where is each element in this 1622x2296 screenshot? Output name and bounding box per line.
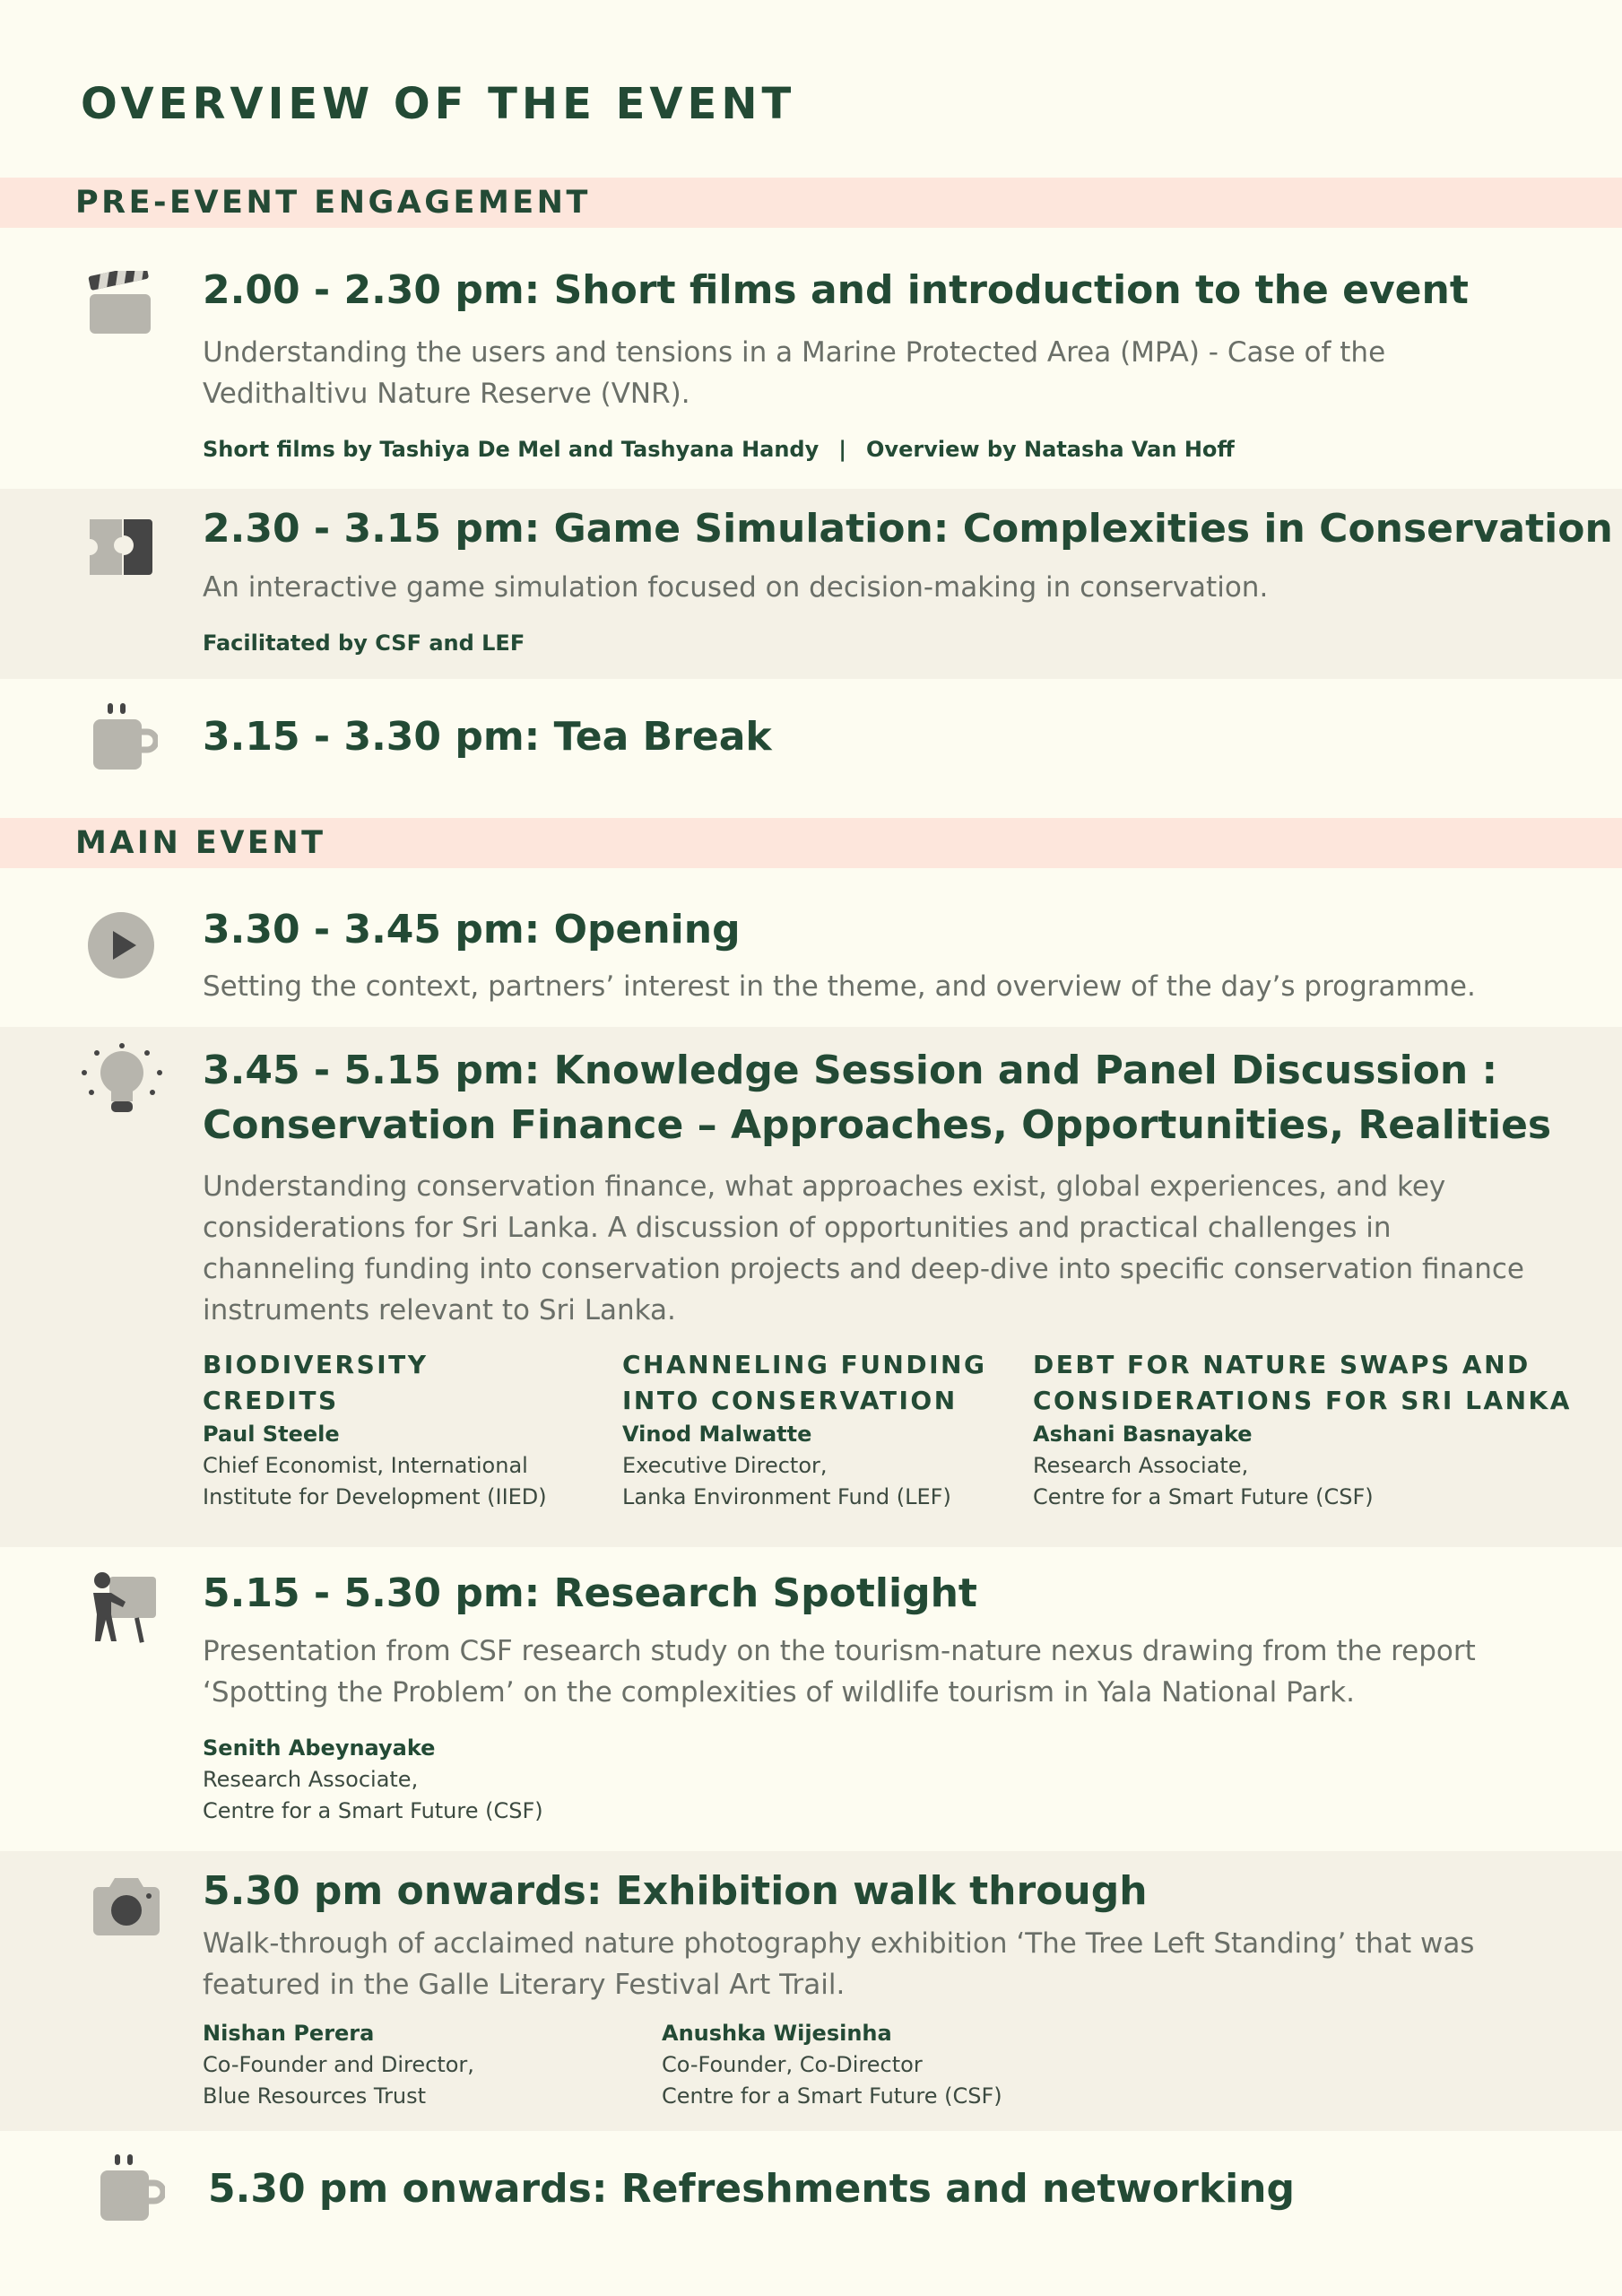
- section-band-pre-event: [0, 178, 1622, 228]
- presenter-role-line-1: Research Associate,: [203, 1767, 419, 1792]
- speaker-column: [1033, 1347, 1572, 1513]
- speaker-role-line-1: Executive Director,: [622, 1453, 828, 1478]
- item-title-line-2: Conservation Finance – Approaches, Opportunities, Realities: [203, 1102, 1552, 1148]
- item-description: Understanding the users and tensions in a Marine Protected Area (MPA) - Case of the Vedithaltivu Nature Reserve (VNR).: [203, 336, 1386, 410]
- item-title: 3.30 - 3.45 pm: Opening: [203, 907, 741, 952]
- camera-icon: [91, 1874, 161, 1937]
- speaker-name: Ashani Basnayake: [1033, 1422, 1253, 1447]
- section-label: MAIN EVENT: [75, 825, 326, 861]
- section-label: PRE-EVENT ENGAGEMENT: [75, 185, 591, 221]
- speaker-role-line-2: Centre for a Smart Future (CSF): [1033, 1484, 1374, 1509]
- speaker-role-line-2: Lanka Environment Fund (LEF): [622, 1484, 951, 1509]
- person-role-line-2: Blue Resources Trust: [203, 2083, 427, 2109]
- person-name: Anushka Wijesinha: [662, 2021, 892, 2046]
- speaker-column: [622, 1347, 986, 1513]
- item-title: 5.30 pm onwards: Exhibition walk through: [203, 1868, 1148, 1914]
- presenter-name: Senith Abeynayake: [203, 1735, 436, 1761]
- puzzle-icon: [86, 516, 156, 578]
- item-description: Understanding conservation finance, what approaches exist, global experiences, and key considerations for Sri Lanka. A discussion of opportunities and practical challenges in channeling funding into conservation projects and deep-dive into specific conservation finance instruments relevant to Sri Lanka.: [203, 1170, 1524, 1326]
- mug-icon: [97, 2154, 165, 2222]
- presenter-role-line-2: Centre for a Smart Future (CSF): [203, 1798, 543, 1823]
- item-title: 2.30 - 3.15 pm: Game Simulation: Complexities in Conservation: [203, 506, 1613, 552]
- speaker-topic-line-2: CONSIDERATIONS FOR SRI LANKA: [1033, 1386, 1572, 1415]
- credit-overview: Overview by Natasha Van Hoff: [866, 437, 1235, 462]
- item-title: 2.00 - 2.30 pm: Short films and introduction to the event: [203, 267, 1469, 313]
- item-title-line-1: 3.45 - 5.15 pm: Knowledge Session and Panel Discussion :: [203, 1048, 1498, 1093]
- mug-icon: [90, 703, 158, 771]
- person-block: [662, 2018, 1002, 2112]
- credit-films: Short films by Tashiya De Mel and Tashyana Handy: [203, 437, 820, 462]
- play-icon: [87, 911, 155, 979]
- speaker-role-line-2: Institute for Development (IIED): [203, 1484, 547, 1509]
- clapperboard-icon: [88, 271, 154, 335]
- lightbulb-icon: [79, 1042, 165, 1119]
- presenter-block: [203, 1733, 543, 1827]
- speaker-role-line-1: Research Associate,: [1033, 1453, 1249, 1478]
- speaker-topic-line-2: CREDITS: [203, 1386, 339, 1415]
- item-description: Presentation from CSF research study on the tourism-nature nexus drawing from the report ‘Spotting the Problem’ on the complexities of wildlife tourism in Yala National Park.: [203, 1635, 1476, 1709]
- item-title: 3.15 - 3.30 pm: Tea Break: [203, 714, 772, 760]
- speaker-topic-line-1: BIODIVERSITY: [203, 1350, 429, 1379]
- speaker-name: Vinod Malwatte: [622, 1422, 812, 1447]
- person-name: Nishan Perera: [203, 2021, 375, 2046]
- speaker-column: [203, 1347, 547, 1513]
- speaker-topic-line-2: INTO CONSERVATION: [622, 1386, 958, 1415]
- item-credits: [203, 437, 1235, 462]
- section-band-main-event: [0, 818, 1622, 868]
- person-role-line-1: Co-Founder and Director,: [203, 2052, 474, 2077]
- person-block: [203, 2018, 474, 2112]
- page-title: OVERVIEW OF THE EVENT: [81, 79, 796, 129]
- speaker-topic-line-1: DEBT FOR NATURE SWAPS AND: [1033, 1350, 1531, 1379]
- item-description: Walk-through of acclaimed nature photography exhibition ‘The Tree Left Standing’ that was featured in the Galle Literary Festival Art Trail.: [203, 1927, 1475, 2001]
- speaker-topic-line-1: CHANNELING FUNDING: [622, 1350, 987, 1379]
- presenter-icon: [90, 1571, 160, 1645]
- item-title: 5.15 - 5.30 pm: Research Spotlight: [203, 1570, 977, 1616]
- speaker-role-line-1: Chief Economist, International: [203, 1453, 528, 1478]
- person-role-line-1: Co-Founder, Co-Director: [662, 2052, 923, 2077]
- item-description: An interactive game simulation focused on decision-making in conservation.: [203, 571, 1269, 604]
- item-title: 5.30 pm onwards: Refreshments and networking: [208, 2166, 1295, 2212]
- speaker-name: Paul Steele: [203, 1422, 340, 1447]
- item-credit: Facilitated by CSF and LEF: [203, 631, 525, 656]
- credit-separator: |: [838, 437, 847, 462]
- item-description: Setting the context, partners’ interest in the theme, and overview of the day’s programme.: [203, 970, 1476, 1003]
- person-role-line-2: Centre for a Smart Future (CSF): [662, 2083, 1002, 2109]
